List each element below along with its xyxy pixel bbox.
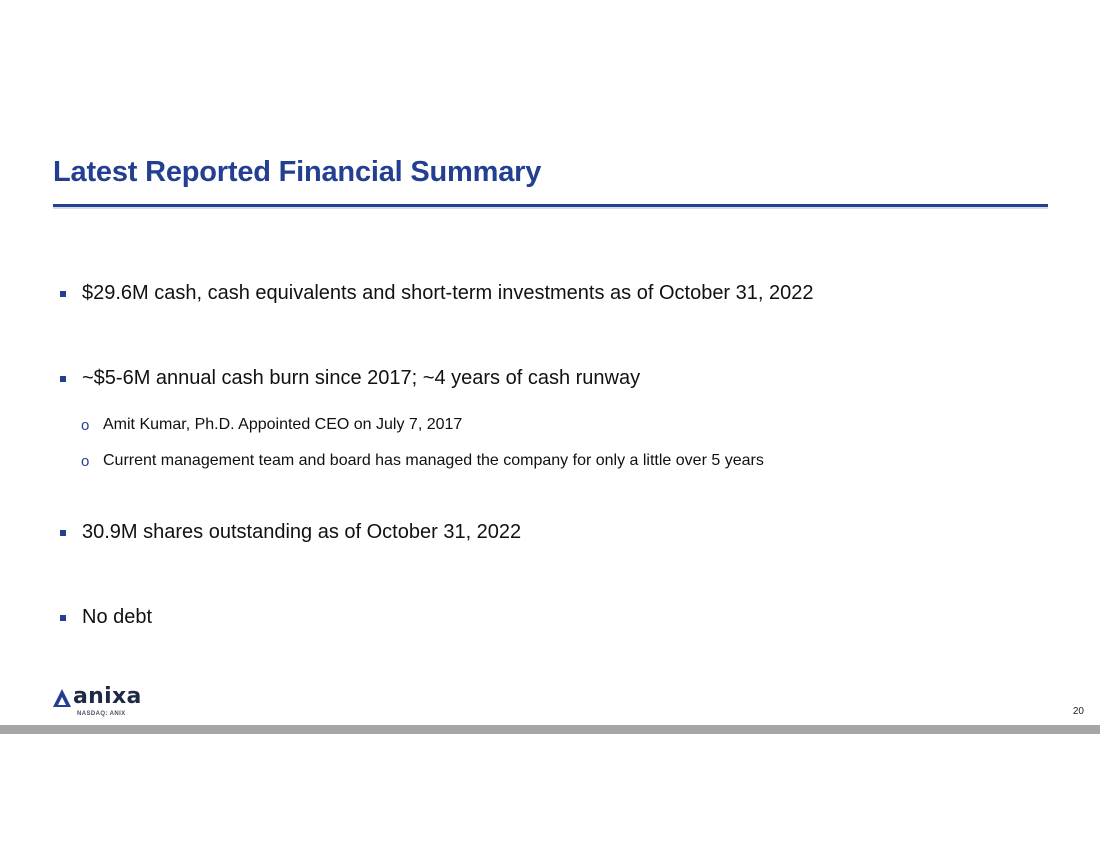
sub-bullet-text: Amit Kumar, Ph.D. Appointed CEO on July 7, 2017 (103, 416, 463, 433)
page-number: 20 (1072, 706, 1084, 717)
sub-bullet-item-ceo (81, 416, 462, 434)
bullet-item-cash-burn (60, 367, 640, 390)
sub-bullet-text: Current management team and board has managed the company for only a little over 5 years (103, 452, 764, 469)
triangle-logo-icon (53, 689, 71, 707)
hollow-circle-bullet-icon: o (81, 452, 90, 470)
footer-band (0, 725, 1100, 734)
square-bullet-icon (60, 376, 66, 382)
title-divider-shadow (53, 207, 1048, 209)
bullet-item-debt (60, 606, 152, 629)
bullet-text: $29.6M cash, cash equivalents and short-term investments as of October 31, 2022 (82, 282, 814, 304)
square-bullet-icon (60, 530, 66, 536)
bullet-text: ~$5-6M annual cash burn since 2017; ~4 years of cash runway (82, 367, 641, 389)
slide-title: Latest Reported Financial Summary (53, 156, 542, 188)
bullet-item-shares (60, 521, 521, 544)
bullet-text: No debt (82, 606, 153, 628)
square-bullet-icon (60, 291, 66, 297)
bullet-text: 30.9M shares outstanding as of October 31, 2022 (82, 521, 522, 543)
logo-wordmark: anixa (73, 684, 142, 709)
bullet-item-cash (60, 282, 814, 305)
sub-bullet-item-management (81, 452, 764, 470)
hollow-circle-bullet-icon: o (81, 416, 90, 434)
square-bullet-icon (60, 615, 66, 621)
logo-ticker: NASDAQ: ANIX (77, 711, 126, 717)
company-logo (53, 684, 163, 720)
